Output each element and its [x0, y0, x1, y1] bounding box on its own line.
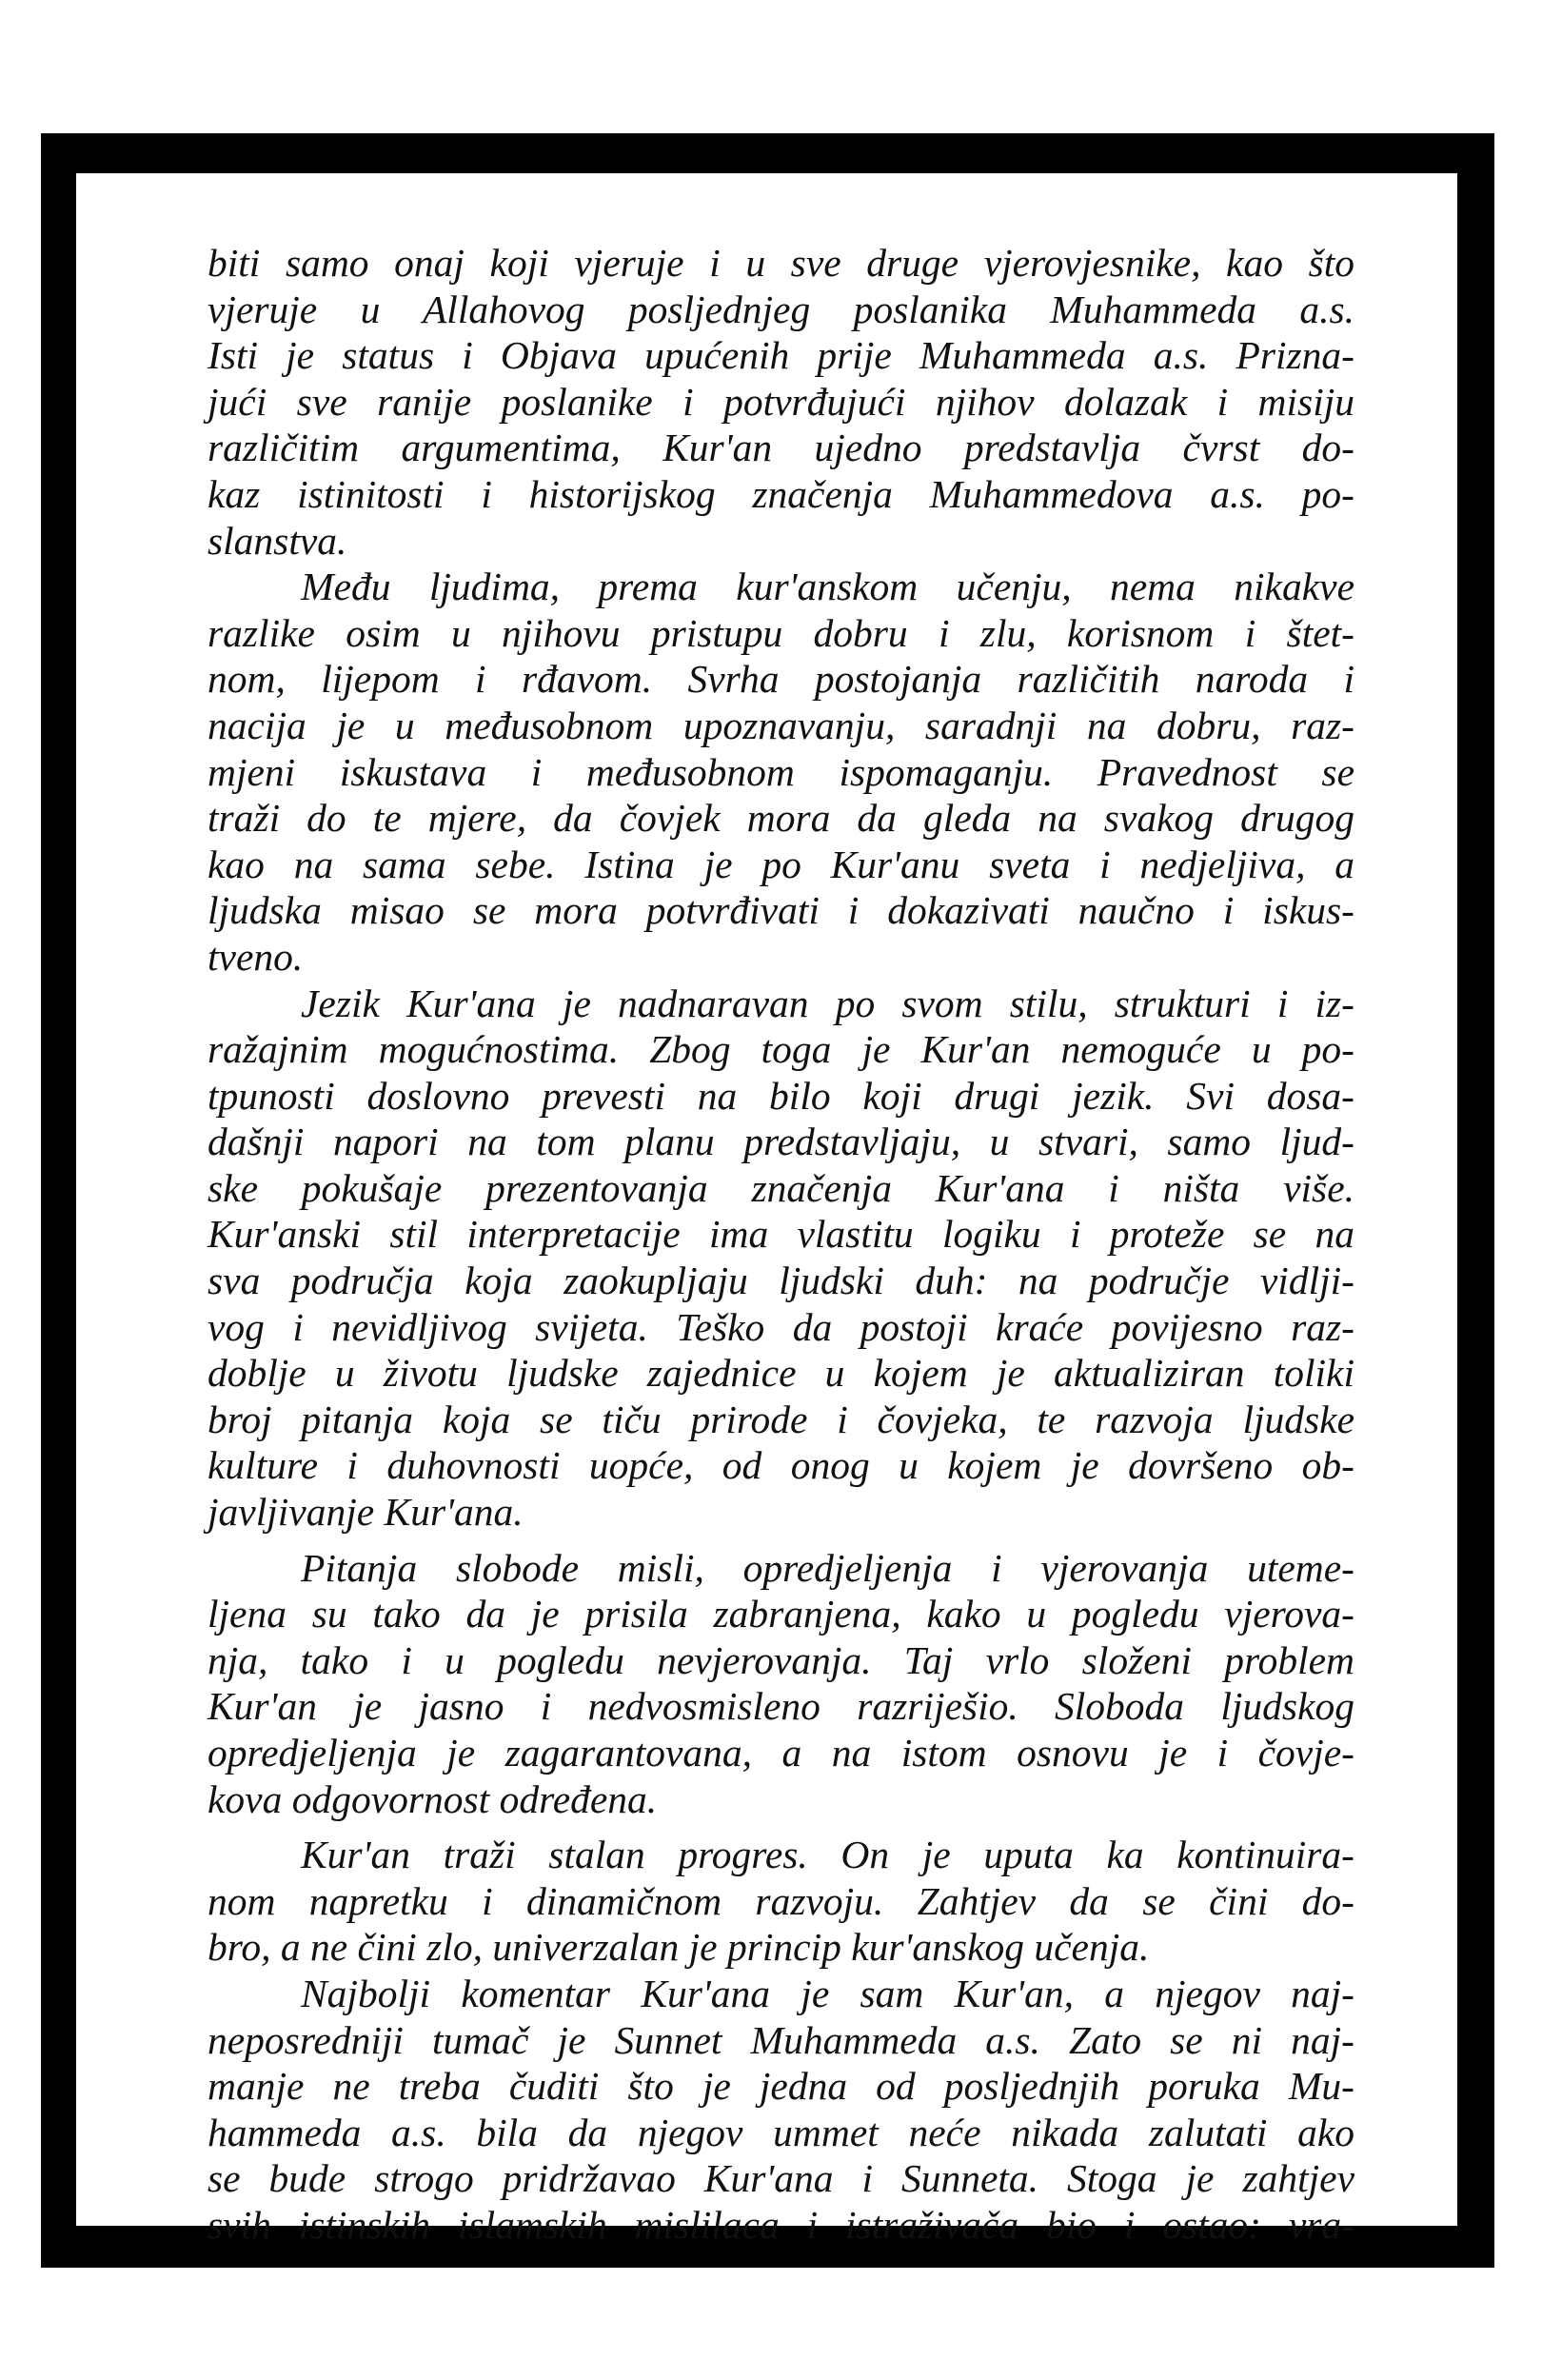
text-line: biti samo onaj koji vjeruje i u sve druge vjerovjesnike, kao što — [208, 241, 1354, 285]
text-line: nja, tako i u pogledu nevjerovanja. Taj vrlo složeni problem — [208, 1637, 1354, 1682]
text-line: Kur'an je jasno i nedvosmisleno razriješio. Sloboda ljudskog — [208, 1684, 1354, 1729]
paragraph-6 — [208, 1971, 1354, 2249]
body-text — [208, 240, 1354, 2249]
text-line: doblje u životu ljudske zajednice u kojem je aktualiziran toliki — [208, 1351, 1354, 1396]
text-line: bro, a ne čini zlo, univerzalan je princip kur'anskog učenja. — [208, 1925, 1150, 1970]
text-line: kulture i duhovnosti uopće, od onog u kojem je dovršeno ob- — [208, 1443, 1354, 1488]
text-line: Među ljudima, prema kur'anskom učenju, nema nikakve — [301, 565, 1354, 609]
paragraph-5 — [208, 1832, 1354, 1971]
text-line: Najbolji komentar Kur'ana je sam Kur'an, a njegov naj- — [301, 1971, 1354, 2015]
text-line: ražajnim mogućnostima. Zbog toga je Kur'an nemoguće u po- — [208, 1027, 1354, 1072]
text-line: nom, lijepom i rđavom. Svrha postojanja različitih naroda i — [208, 657, 1354, 702]
text-line: razlike osim u njihovu pristupu dobru i zlu, korisnom i štet- — [208, 610, 1354, 655]
text-line: neposredniji tumač je Sunnet Muhammeda a.s. Zato se ni naj- — [208, 2017, 1354, 2062]
text-line: Jezik Kur'ana je nadnaravan po svom stilu, strukturi i iz- — [301, 981, 1354, 1025]
text-line: Kur'an traži stalan progres. On je uputa ka kontinuira- — [301, 1833, 1354, 1877]
text-line: kova odgovornost određena. — [208, 1776, 658, 1821]
text-line: se bude strogo pridržavao Kur'ana i Sunneta. Stoga je zahtjev — [208, 2156, 1354, 2201]
text-line: nom napretku i dinamičnom razvoju. Zahtjev da se čini do- — [208, 1878, 1354, 1923]
text-line: svih istinskih islamskih mislilaca i istraživača bio i ostao: vra- — [208, 2202, 1354, 2247]
text-line: opredjeljenja je zagarantovana, a na istom osnovu je i čovje- — [208, 1731, 1354, 1775]
paragraph-1 — [208, 240, 1354, 564]
text-line: dašnji napori na tom planu predstavljaju, u stvari, samo ljud- — [208, 1120, 1354, 1164]
text-line: sva područja koja zaokupljaju ljudski duh: na područje vidlji- — [208, 1259, 1354, 1303]
text-line: slanstva. — [208, 518, 347, 563]
text-line: Isti je status i Objava upućenih prije Muhammeda a.s. Prizna- — [208, 333, 1354, 378]
text-line: traži do te mjere, da čovjek mora da gleda na svakog drugog — [208, 796, 1354, 841]
text-line: ske pokušaje prezentovanja značenja Kur'ana i ništa više. — [208, 1165, 1354, 1210]
text-line: broj pitanja koja se tiču prirode i čovjeka, te razvoja ljudske — [208, 1397, 1354, 1441]
text-line: manje ne treba čuditi što je jedna od posljednjih poruka Mu- — [208, 2064, 1354, 2109]
text-line: tpunosti doslovno prevesti na bilo koji drugi jezik. Svi dosa- — [208, 1073, 1354, 1118]
text-line: vog i nevidljivog svijeta. Teško da postoji kraće povijesno raz- — [208, 1304, 1354, 1349]
paragraph-2 — [208, 564, 1354, 980]
text-line: Kur'anski stil interpretacije ima vlastitu logiku i proteže se na — [208, 1212, 1354, 1257]
paragraph-4 — [208, 1545, 1354, 1823]
text-line: jući sve ranije poslanike i potvrđujući njihov dolazak i misiju — [208, 379, 1354, 424]
text-line: kaz istinitosti i historijskog značenja Muhammedova a.s. po- — [208, 471, 1354, 516]
text-line: Pitanja slobode misli, opredjeljenja i vjerovanja uteme- — [301, 1545, 1354, 1590]
text-line: nacija je u međusobnom upoznavanju, saradnji na dobru, raz- — [208, 703, 1354, 747]
text-line: kao na sama sebe. Istina je po Kur'anu sveta i nedjeljiva, a — [208, 842, 1354, 886]
paragraph-3 — [208, 981, 1354, 1536]
text-line: ljudska misao se mora potvrđivati i dokazivati naučno i iskus- — [208, 888, 1354, 933]
text-line: ljena su tako da je prisila zabranjena, kako u pogledu vjerova- — [208, 1592, 1354, 1636]
text-line: hammeda a.s. bila da njegov ummet neće nikada zalutati ako — [208, 2110, 1354, 2154]
text-line: vjeruje u Allahovog posljednjeg poslanika Muhammeda a.s. — [208, 287, 1354, 331]
text-line: tveno. — [208, 934, 304, 979]
text-line: mjeni iskustava i međusobnom ispomaganju. Pravednost se — [208, 749, 1354, 794]
text-line: javljivanje Kur'ana. — [208, 1490, 524, 1535]
text-line: različitim argumentima, Kur'an ujedno predstavlja čvrst do- — [208, 426, 1354, 470]
